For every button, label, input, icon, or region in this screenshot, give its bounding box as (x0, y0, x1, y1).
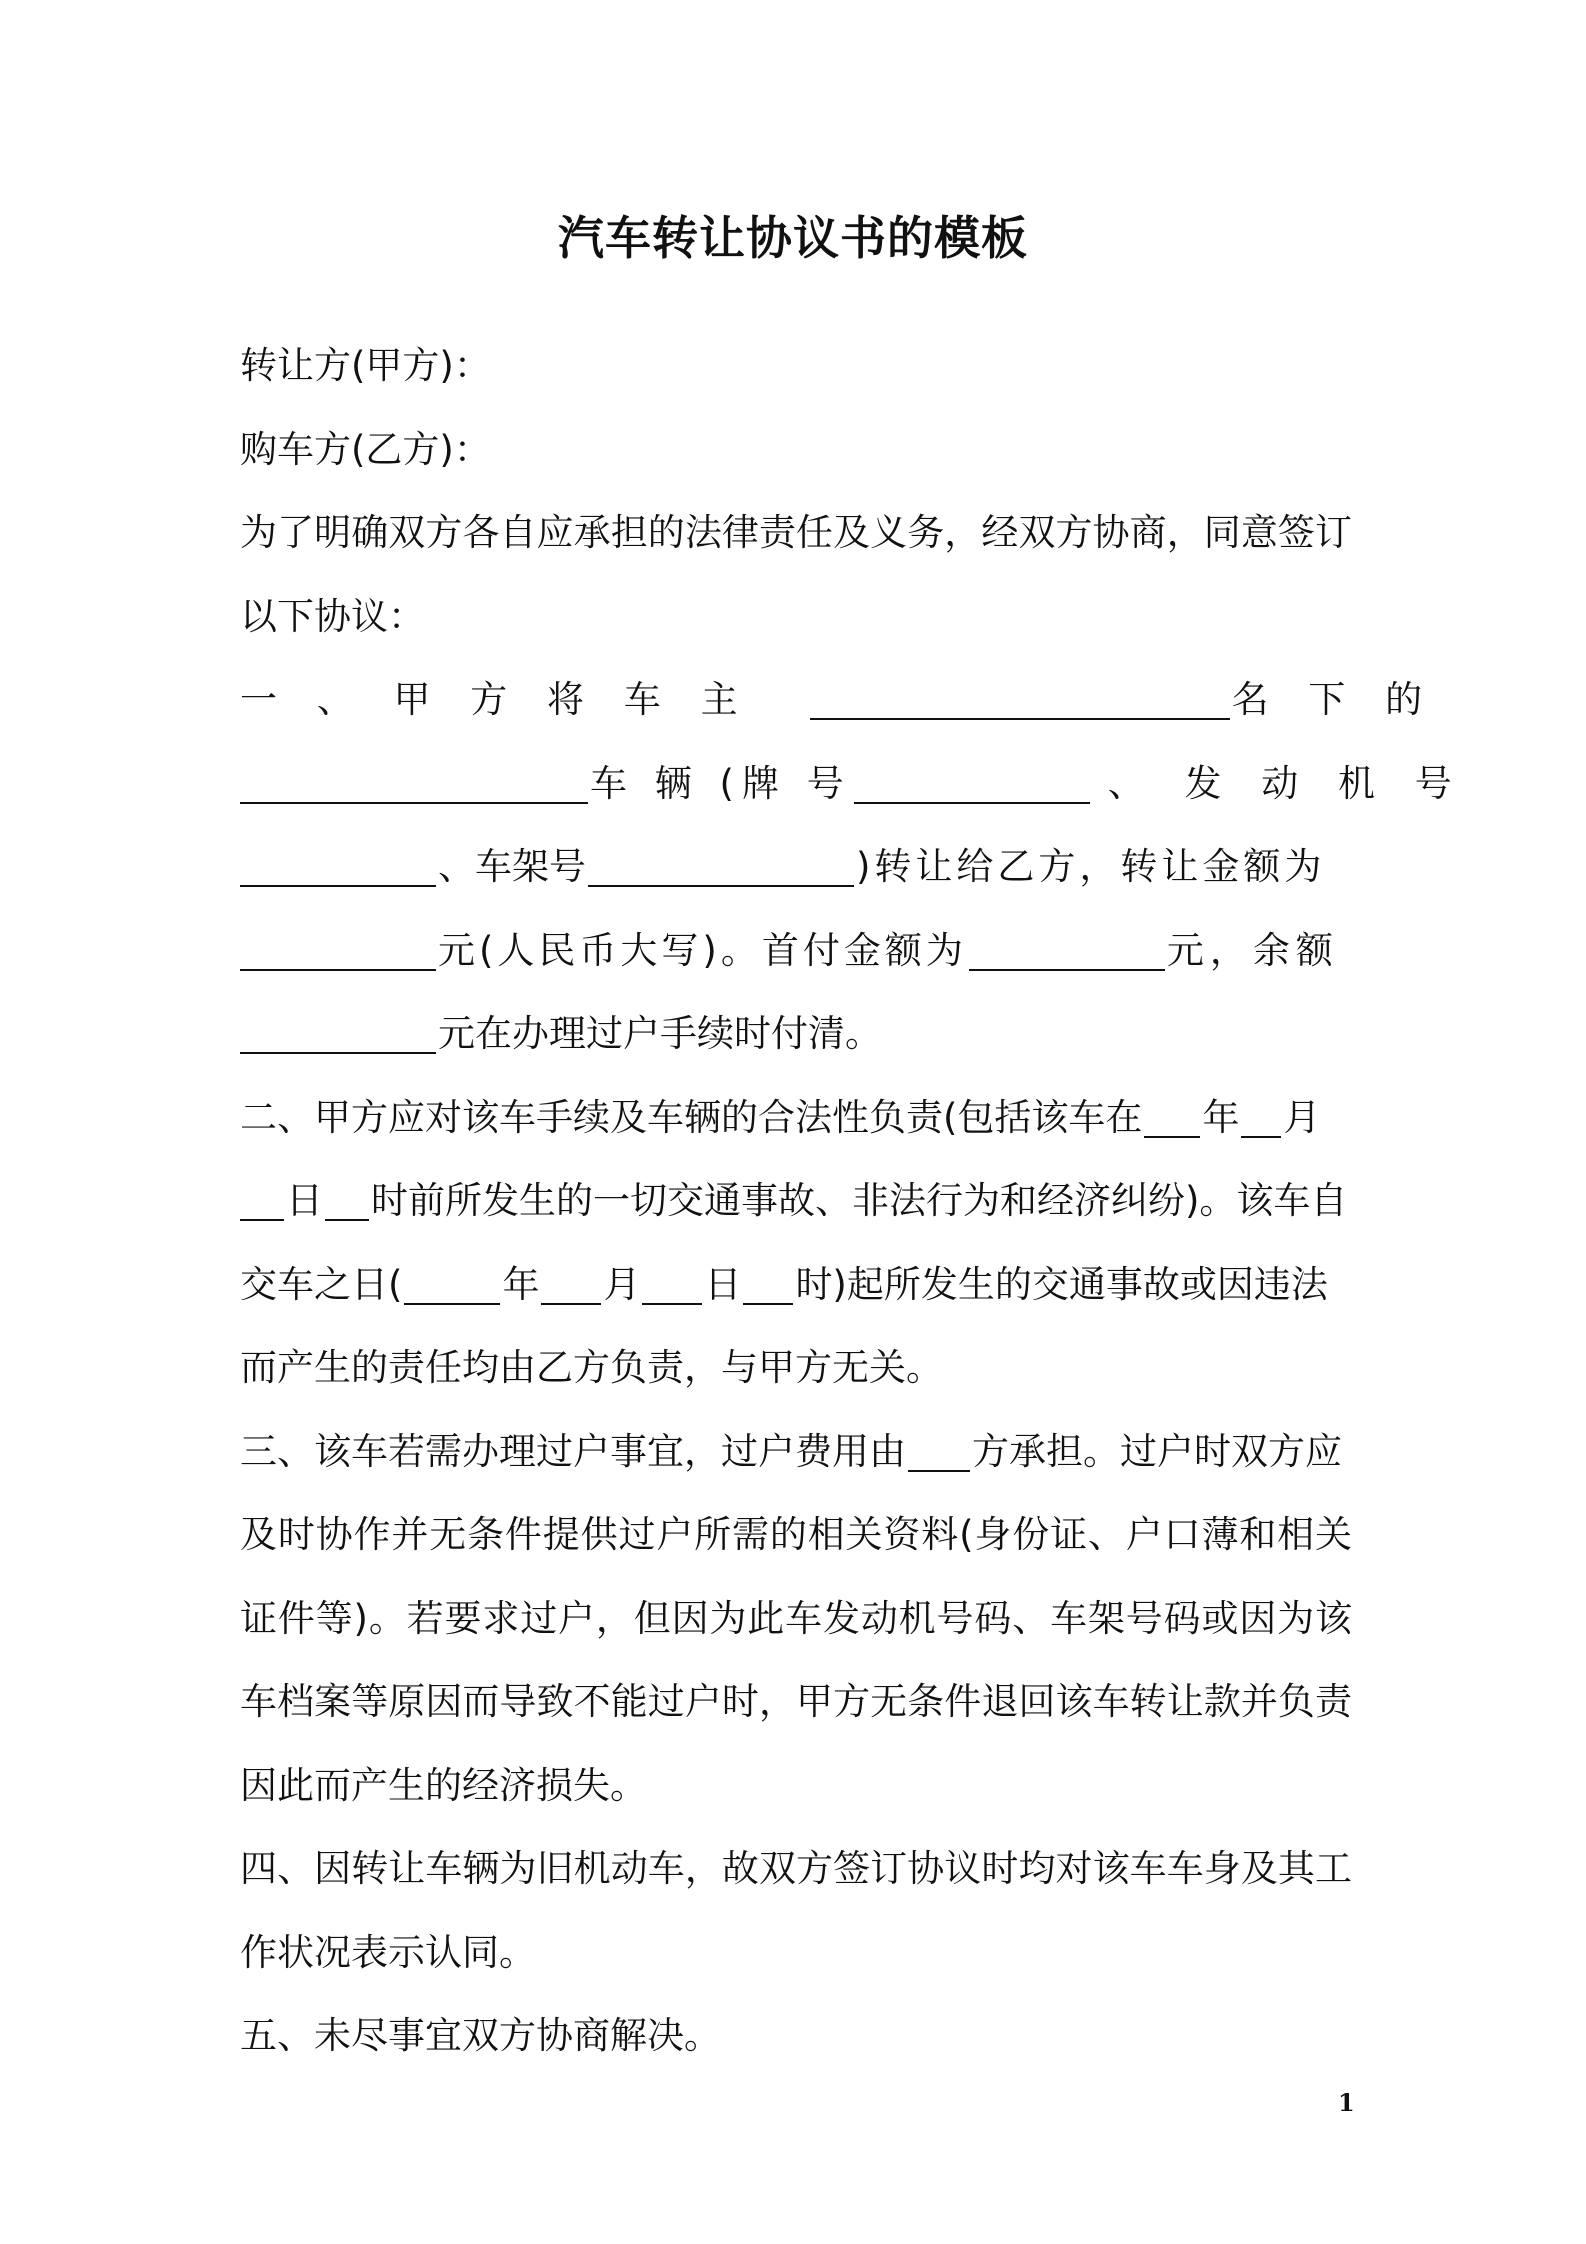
clause3-line-3: 证件等)。若要求过户，但因为此车发动机号码、车架号码或因为该 (240, 1596, 1352, 1640)
handover-day-blank (642, 1263, 702, 1305)
clause3-line-4: 车档案等原因而导致不能过户时，甲方无条件退回该车转让款并负责 (240, 1680, 1352, 1723)
clause1-text: 元在办理过户手续时付清。 (438, 1012, 882, 1055)
plate-number-blank (854, 762, 1090, 804)
document-title: 汽车转让协议书的模板 (558, 211, 1028, 265)
clause2-line-3 (240, 1243, 1352, 1327)
page-number: 1 (1338, 2088, 1355, 2117)
clause1-text: 、车架号 (438, 845, 586, 888)
clause2-text: 时前所发生的一切交通事故、非法行为和经济纠纷)。该车自 (371, 1179, 1348, 1222)
down-payment-blank (969, 929, 1165, 971)
clause2-text: 年 (1202, 1095, 1240, 1139)
clause3-line-1 (240, 1410, 1352, 1494)
clause2-text: 月 (1283, 1095, 1321, 1139)
clause1-text: 名 下 的 (1231, 678, 1437, 721)
transfer-amount-blank (240, 929, 436, 971)
clause2-text: 年 (502, 1262, 540, 1306)
clause1-line-4 (240, 909, 1352, 993)
clause2-text: 时)起所发生的交通事故或因违法 (795, 1262, 1328, 1306)
clause2-text: 日 (704, 1262, 742, 1306)
clause2-line-1 (240, 1076, 1352, 1160)
clause1-line-1 (240, 658, 1437, 742)
intro-line-2: 以下协议： (240, 594, 425, 638)
clause1-text: 、 发 动 机 号 (1107, 761, 1466, 805)
clause1-line-5 (240, 992, 1352, 1076)
clause1-text: 元，余额 (1166, 928, 1339, 972)
clause1-text: 车 辆 (牌 号 (590, 761, 852, 805)
buyer-line: 购车方(乙方)： (240, 427, 491, 471)
clause1-text: 元(人民币大写)。首付金额为 (438, 928, 967, 972)
clause2-line-4: 而产生的责任均由乙方负责，与甲方无关。 (240, 1346, 943, 1389)
handover-hour-blank (743, 1263, 793, 1305)
balance-blank (240, 1012, 436, 1054)
owner-name-blank (810, 678, 1230, 720)
clause4-line-2: 作状况表示认同。 (240, 1930, 536, 1974)
handover-year-blank (404, 1263, 500, 1305)
clause2-line-2 (240, 1159, 1352, 1243)
year-blank (1144, 1096, 1200, 1138)
clause1-text: 一 、 甲 方 将 车 主 (240, 678, 752, 721)
clause3-text: 方承担。过户时双方应 (972, 1429, 1342, 1473)
hour-blank (325, 1179, 369, 1221)
fee-party-blank (908, 1430, 970, 1472)
clause3-line-5: 因此而产生的经济损失。 (240, 1763, 647, 1807)
clause2-text: 二、甲方应对该车手续及车辆的合法性负责(包括该车在 (240, 1095, 1143, 1139)
vehicle-blank (240, 762, 588, 804)
document-body (240, 324, 1466, 2078)
clause2-text: 交车之日( (240, 1262, 403, 1306)
clause2-text: 日 (286, 1179, 323, 1222)
intro-line-1: 为了明确双方各自应承担的法律责任及义务，经双方协商，同意签订 (240, 511, 1352, 554)
clause3-text: 三、该车若需办理过户事宜，过户费用由 (240, 1429, 906, 1473)
clause1-text: )转让给乙方，转让金额为 (856, 845, 1326, 888)
clause1-line-3 (240, 825, 1352, 909)
clause5-line-1: 五、未尽事宜双方协商解决。 (240, 2014, 721, 2057)
clause3-line-2: 及时协作并无条件提供过户所需的相关资料(身份证、户口薄和相关 (240, 1513, 1352, 1556)
day-blank (240, 1179, 284, 1221)
clause1-line-2 (240, 742, 1466, 826)
clause2-text: 月 (603, 1262, 641, 1306)
handover-month-blank (541, 1263, 601, 1305)
clause4-line-1: 四、因转让车辆为旧机动车，故双方签订协议时均对该车车身及其工 (240, 1847, 1352, 1890)
engine-number-blank (240, 845, 436, 887)
month-blank (1241, 1096, 1281, 1138)
frame-number-blank (588, 845, 854, 887)
transferor-line: 转让方(甲方)： (240, 344, 491, 387)
